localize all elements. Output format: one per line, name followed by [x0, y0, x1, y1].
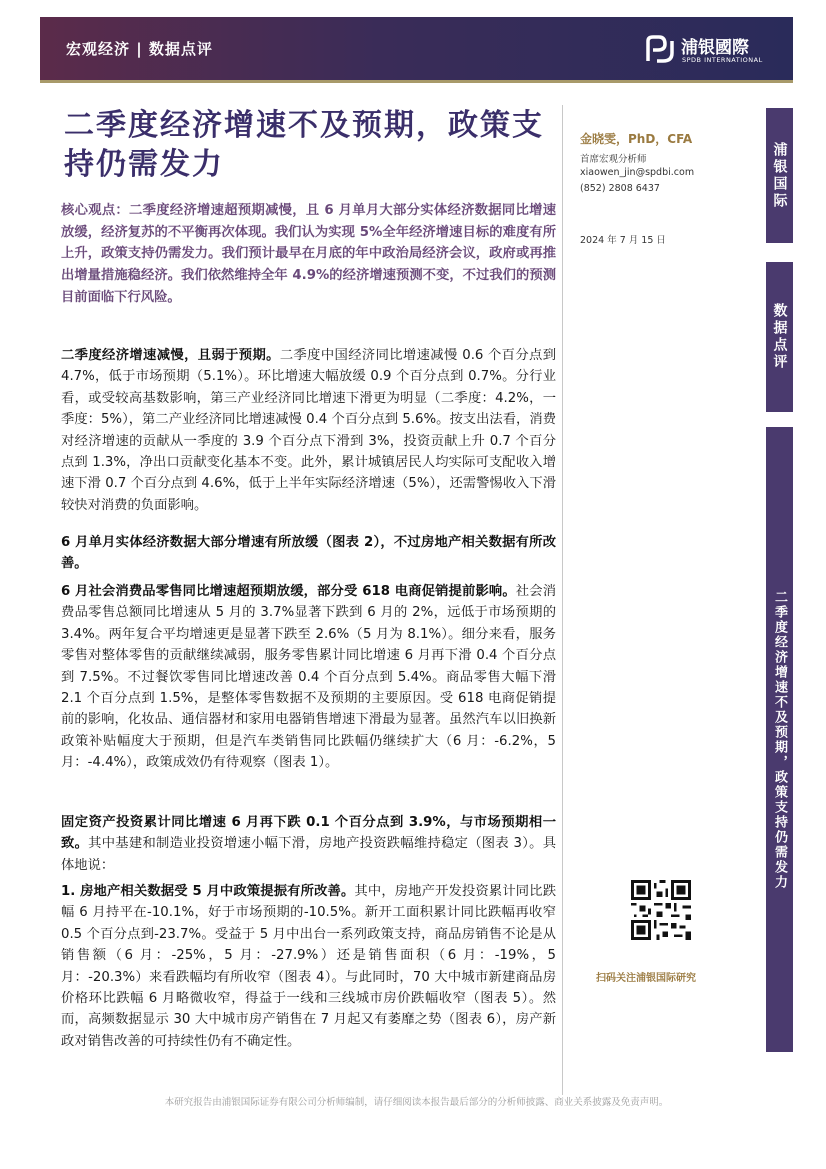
logo-mark-icon	[645, 35, 675, 63]
paragraph-lead: 6 月社会消费品零售同比增速超预期放缓，部分受 618 电商促销提前影响。	[61, 584, 516, 599]
header-divider	[40, 80, 793, 83]
paragraph-text: 其中，房地产开发投资累计同比跌幅 6 月持平在-10.1%，好于市场预期的-10.5%。新开工面积累计同比跌幅再收窄 0.5 个百分点到-23.7%。受益于 5 月中出台一系列政策支持，商品房销售不论是从销售额（6 月：-25%，5 月：-27.9%）还是销售面积（6 月：-19%，5 月：-20.3%）来看跌幅均有所收窄（图表 4）。与此同时，70 大中城市新建商品房价格环比跌幅 6 月略微收窄，得益于一线和三线城市房价跌幅收窄（图表 5）。然而，高频数据显示 30 大中城市房产销售在 7 月起又有萎靡之势（图表 6），房产新政对销售改善的可持续性仍有不确定性。	[61, 884, 556, 1049]
paragraph-lead: 6 月单月实体经济数据大部分增速有所放缓（图表 2），不过房地产相关数据有所改善。	[61, 535, 556, 572]
paragraph-property	[61, 881, 556, 1052]
section-label: 宏观经济 | 数据点评	[66, 40, 213, 58]
brand-logo	[645, 33, 775, 69]
paragraph-text: 二季度中国经济同比增速减慢 0.6 个百分点到 4.7%，低于市场预期（5.1%）。环比增速大幅放缓 0.9 个百分点到 0.7%。分行业看，或受较高基数影响，第三产业经济同比增速下滑更为明显（二季度：4.2%，一季度：5%），第二产业经济同比增速减慢 0.4 个百分点到 5.6%。按支出法看，消费对经济增速的贡献从一季度的 3.9 个百分点下滑到 3%，投资贡献上升 0.7 个百分点到 1.3%，净出口贡献变化基本不变。此外，累计城镇居民人均实际可支配收入增速下滑 0.7 个百分点到 4.6%，低于上半年实际经济增速（5%），还需警惕收入下滑较快对消费的负面影响。	[61, 348, 556, 513]
paragraph-lead: 固定资产投资累计同比增速 6 月再下跌 0.1 个百分点到 3.9%，与市场预期相一致。	[61, 815, 556, 852]
paragraph-gdp	[61, 345, 556, 516]
author-role: 首席宏观分析师	[580, 154, 647, 165]
paragraph-retail	[61, 581, 556, 774]
side-tab-type: 数据点评	[766, 262, 793, 412]
header-band	[40, 17, 793, 80]
paragraph-lead: 二季度经济增速减慢，且弱于预期。	[61, 348, 280, 363]
paragraph-text: 其中基建和制造业投资增速小幅下滑，房地产投资跌幅维持稳定（图表 3）。具体地说：	[61, 836, 556, 873]
paragraph-fai	[61, 812, 556, 876]
column-divider	[562, 105, 563, 1095]
page-title: 二季度经济增速不及预期，政策支持仍需发力	[64, 108, 544, 182]
footer-disclaimer: 本研究报告由浦银国际证券有限公司分析师编制，请仔细阅读本报告最后部分的分析师披露、商业关系披露及免责声明。	[164, 1097, 669, 1108]
report-date: 2024 年 7 月 15 日	[580, 235, 666, 246]
author-phone: (852) 2808 6437	[580, 183, 660, 194]
side-tab-brand: 浦银国际	[766, 108, 793, 243]
core-view: 核心观点：二季度经济增速超预期减慢，且 6 月单月大部分实体经济数据同比增速放缓，经济复苏的不平衡再次体现。我们认为实现 5%全年经济增速目标的难度有所上升，政策支持仍需发力。我们预计最早在月底的年中政治局经济会议，政府或再推出增量措施稳经济。我们依然维持全年 4.9%的经济增速预测不变，不过我们的预测目前面临下行风险。	[61, 203, 556, 305]
paragraph-lead: 1. 房地产相关数据受 5 月中政策提振有所改善。	[61, 884, 355, 899]
author-email[interactable]: xiaowen_jin@spdbi.com	[580, 167, 695, 178]
qr-code-icon[interactable]	[631, 880, 691, 940]
qr-caption: 扫码关注浦银国际研究	[596, 973, 696, 984]
logo-name: 浦银國際	[681, 38, 749, 58]
paragraph-june-data	[61, 532, 556, 575]
paragraph-text: 社会消费品零售总额同比增速从 5 月的 3.7%显著下跌到 6 月的 2%，远低于市场预期的 3.4%。两年复合平均增速更是显著下跌至 2.6%（5 月为 8.1%）。细分来看，服务零售对整体零售的贡献继续减弱，服务零售累计同比增速 6 月再下滑 0.4 个百分点到 7.5%。不过餐饮零售同比增速改善 0.4 个百分点到 5.4%。商品零售大幅下滑 2.1 个百分点到 1.5%，是整体零售数据不及预期的主要原因。受 618 电商促销提前的影响，化妆品、通信器材和家用电器销售增速下滑最为显著。虽然汽车以旧换新政策补贴幅度大于预期，但是汽车类销售同比跌幅仍继续扩大（6 月：-6.2%，5 月：-4.4%），政策成效仍有待观察（图表 1）。	[61, 584, 556, 771]
author-name: 金晓雯，PhD，CFA	[580, 132, 693, 146]
side-tab-title: 二季度经济增速不及预期，政策支持仍需发力	[766, 427, 793, 1052]
logo-english: SPDB INTERNATIONAL	[682, 56, 763, 64]
